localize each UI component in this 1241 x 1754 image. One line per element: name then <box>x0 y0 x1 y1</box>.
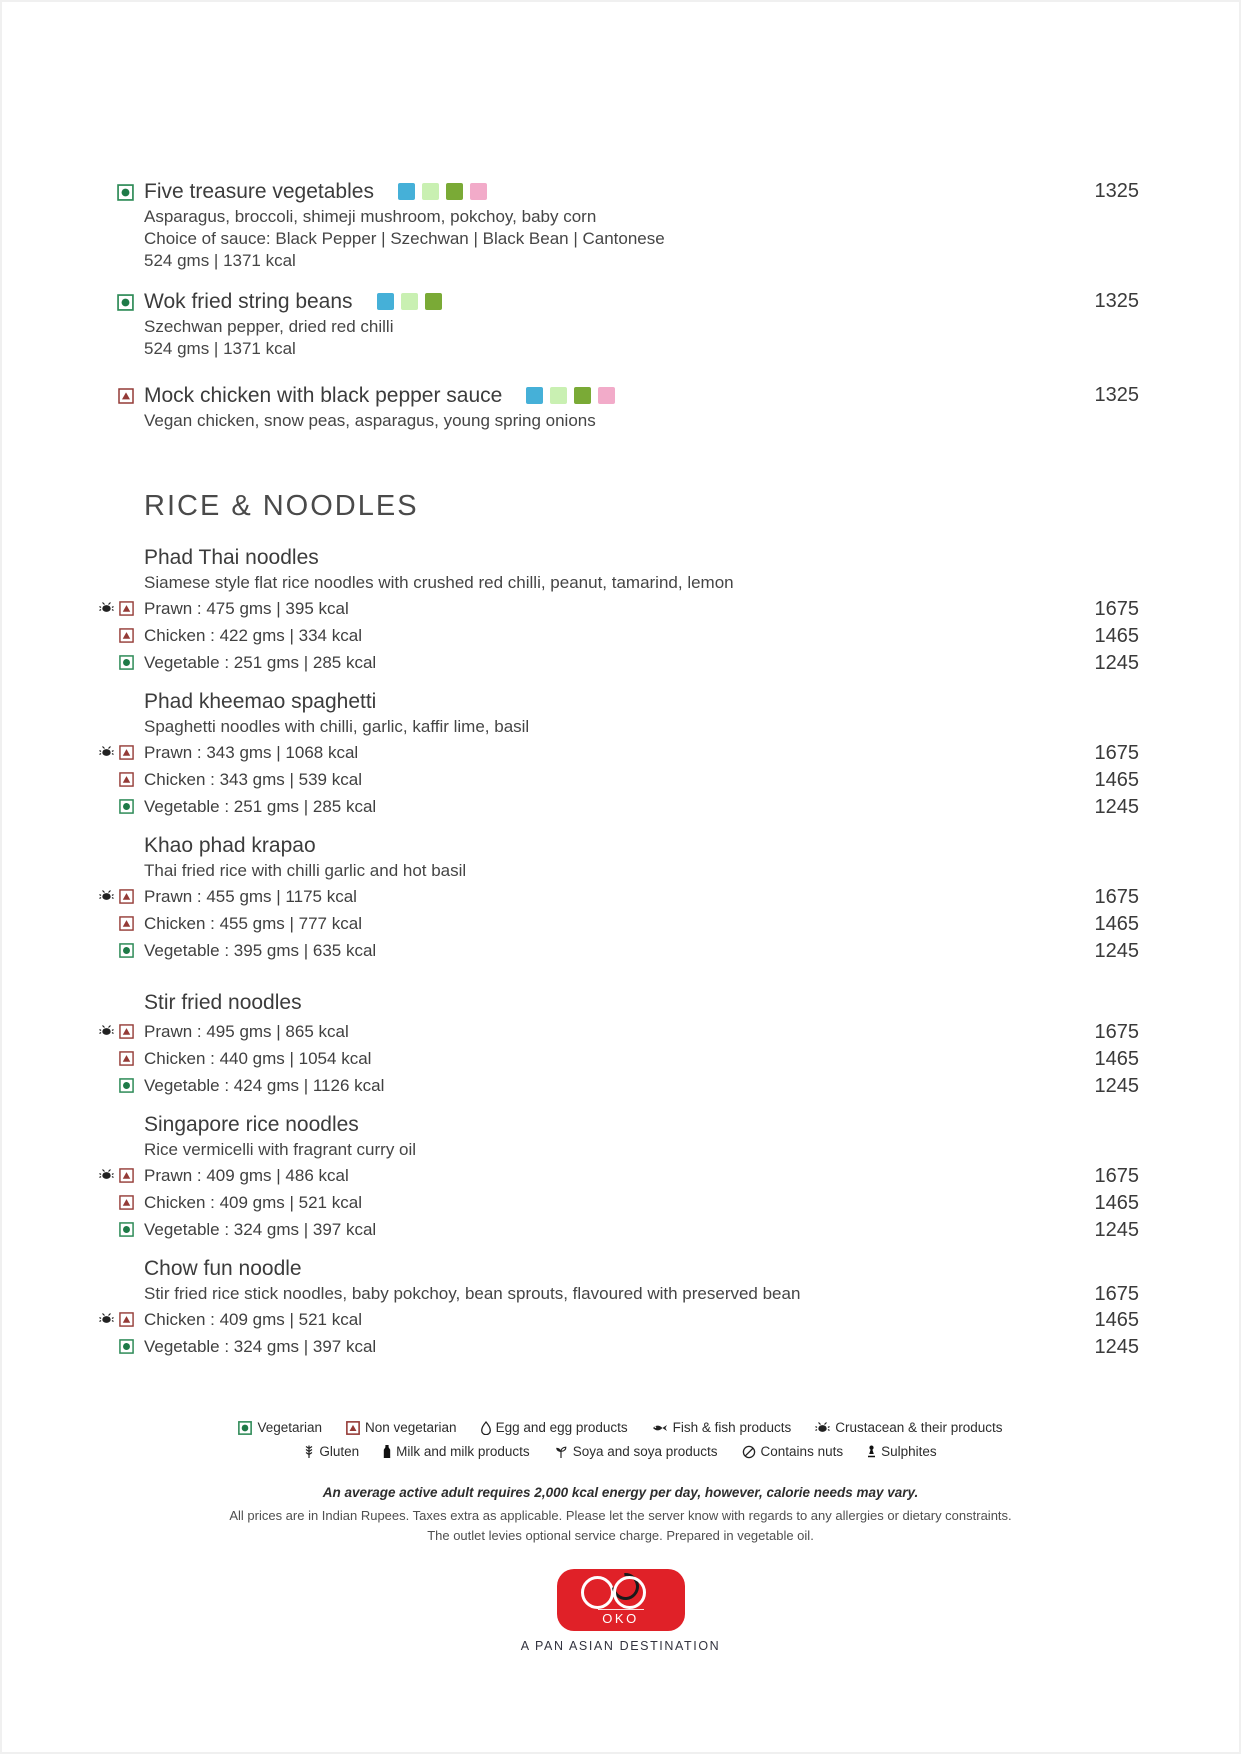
variant-price: 1465 <box>1094 1048 1139 1070</box>
variant-row <box>98 885 1139 909</box>
vegetarian-icon <box>238 1421 252 1435</box>
variant-text: Vegetable : 395 gms | 635 kcal <box>144 941 377 960</box>
dish-title: Chow fun noodle <box>144 1257 302 1280</box>
non-vegetarian-icon <box>119 1024 134 1039</box>
variant-text: Vegetable : 251 gms | 285 kcal <box>144 653 377 672</box>
variant-price: 1465 <box>1094 769 1139 791</box>
tag-olive <box>425 293 442 310</box>
allergen-legend-row-2 <box>2 1444 1239 1459</box>
tag-blue <box>398 183 415 200</box>
variant-price: 1245 <box>1094 652 1139 674</box>
item-portion-calories: 524 gms | 1371 kcal <box>144 251 296 270</box>
vegetarian-icon <box>119 1339 134 1354</box>
item-description: Vegan chicken, snow peas, asparagus, young spring onions <box>144 411 596 430</box>
item-sauce-options: Choice of sauce: Black Pepper | Szechwan | Black Bean | Cantonese <box>144 229 665 248</box>
gluten-icon <box>304 1444 314 1459</box>
variant-price: 1245 <box>1094 796 1139 818</box>
variant-row <box>98 1074 1139 1098</box>
item-price: 1325 <box>1094 180 1139 202</box>
crustacean-icon <box>99 1168 114 1183</box>
variant-price: 1245 <box>1094 1075 1139 1097</box>
item-title: Five treasure vegetables <box>144 180 374 203</box>
dish-description: Rice vermicelli with fragrant curry oil <box>144 1140 417 1159</box>
variant-row <box>98 795 1139 819</box>
variant-price: 1675 <box>1094 1021 1139 1043</box>
dish-block <box>98 1255 1139 1359</box>
dish-title: Khao phad krapao <box>144 834 316 857</box>
variant-row <box>98 741 1139 765</box>
crustacean-icon <box>99 601 114 616</box>
variant-text: Prawn : 475 gms | 395 kcal <box>144 599 349 618</box>
nuts-icon <box>742 1445 756 1459</box>
item-price: 1325 <box>1094 384 1139 406</box>
tag-blue <box>377 293 394 310</box>
crustacean-icon <box>815 1421 830 1435</box>
variant-row <box>98 1308 1139 1332</box>
vegetarian-icon <box>119 1222 134 1237</box>
dish-block <box>98 688 1139 819</box>
non-vegetarian-icon <box>119 745 134 760</box>
dish-title: Phad Thai noodles <box>144 546 319 569</box>
variant-row <box>98 1164 1139 1188</box>
variant-row <box>98 1191 1139 1215</box>
calorie-note: An average active adult requires 2,000 kcal energy per day, however, calorie needs may vary. <box>322 1485 919 1500</box>
variant-row <box>98 624 1139 648</box>
vegetarian-icon <box>119 943 134 958</box>
allergen-tags <box>377 288 449 316</box>
legend-item: Sulphites <box>867 1444 937 1459</box>
non-vegetarian-icon <box>119 916 134 931</box>
dish-description: Stir fried rice stick noodles, baby pokchoy, bean sprouts, flavoured with preserved bean <box>144 1284 801 1303</box>
variant-price: 1465 <box>1094 1309 1139 1331</box>
variant-row <box>98 912 1139 936</box>
non-vegetarian-icon <box>346 1421 360 1435</box>
menu-item <box>98 288 1139 360</box>
tag-pale-green <box>401 293 418 310</box>
non-vegetarian-icon <box>119 889 134 904</box>
tag-pale-green <box>550 387 567 404</box>
vegetarian-icon <box>119 655 134 670</box>
egg-icon <box>481 1421 491 1435</box>
dish-block <box>98 989 1139 1098</box>
variant-text: Prawn : 455 gms | 1175 kcal <box>144 887 357 906</box>
non-vegetarian-icon <box>119 1195 134 1210</box>
variant-row <box>98 1335 1139 1359</box>
variant-price: 1675 <box>1094 742 1139 764</box>
dish-block <box>98 832 1139 963</box>
tag-olive <box>446 183 463 200</box>
legend-item: Contains nuts <box>742 1444 844 1459</box>
variant-row <box>98 651 1139 675</box>
variant-price: 1465 <box>1094 1192 1139 1214</box>
dish-title: Singapore rice noodles <box>144 1113 359 1136</box>
tag-pink <box>470 183 487 200</box>
legend-item: Milk and milk products <box>383 1444 530 1459</box>
menu-item <box>98 382 1139 432</box>
variant-row <box>98 1218 1139 1242</box>
non-vegetarian-icon <box>119 772 134 787</box>
legend-item: Egg and egg products <box>481 1420 628 1435</box>
variant-text: Chicken : 422 gms | 334 kcal <box>144 626 362 645</box>
tag-pale-green <box>422 183 439 200</box>
vegetarian-icon <box>117 294 134 311</box>
legend-item: Soya and soya products <box>554 1444 718 1459</box>
non-vegetarian-icon <box>119 1168 134 1183</box>
section-title: RICE & NOODLES <box>144 490 419 522</box>
fish-icon <box>652 1423 668 1433</box>
variant-text: Chicken : 409 gms | 521 kcal <box>144 1310 362 1329</box>
variant-text: Chicken : 409 gms | 521 kcal <box>144 1193 362 1212</box>
service-note: The outlet levies optional service charge. Prepared in vegetable oil. <box>427 1528 814 1543</box>
variant-price: 1675 <box>1094 1165 1139 1187</box>
dish-description: Siamese style flat rice noodles with crushed red chilli, peanut, tamarind, lemon <box>144 573 734 592</box>
dish-block <box>98 544 1139 675</box>
soya-icon <box>554 1445 568 1459</box>
logo-wordmark: OKO <box>598 1609 644 1626</box>
logo-circle-right <box>613 1576 646 1609</box>
variant-text: Chicken : 440 gms | 1054 kcal <box>144 1049 372 1068</box>
allergen-tags <box>398 178 494 206</box>
non-vegetarian-icon <box>119 1312 134 1327</box>
item-description: Szechwan pepper, dried red chilli <box>144 317 394 336</box>
variant-text: Prawn : 495 gms | 865 kcal <box>144 1022 349 1041</box>
variant-row <box>98 597 1139 621</box>
dish-title: Phad kheemao spaghetti <box>144 690 377 713</box>
oko-logo <box>557 1569 685 1631</box>
variant-price: 1675 <box>1094 598 1139 620</box>
variant-row <box>98 1020 1139 1044</box>
variant-row <box>98 1047 1139 1071</box>
price-note: All prices are in Indian Rupees. Taxes extra as applicable. Please let the server know with regards to any allergies or dietary constraints. <box>229 1508 1012 1523</box>
logo-circle-left <box>581 1576 614 1609</box>
legend-item: Gluten <box>304 1444 359 1459</box>
variant-price: 1465 <box>1094 625 1139 647</box>
variant-text: Vegetable : 324 gms | 397 kcal <box>144 1337 377 1356</box>
variant-price: 1245 <box>1094 1219 1139 1241</box>
variant-price: 1245 <box>1094 940 1139 962</box>
dish-price: 1675 <box>1094 1283 1139 1305</box>
non-vegetarian-icon <box>118 388 134 404</box>
tag-pink <box>598 387 615 404</box>
variant-text: Chicken : 455 gms | 777 kcal <box>144 914 362 933</box>
dish-title: Stir fried noodles <box>144 991 302 1014</box>
variant-text: Prawn : 409 gms | 486 kcal <box>144 1166 349 1185</box>
item-portion-calories: 524 gms | 1371 kcal <box>144 339 296 358</box>
vegetarian-icon <box>119 1078 134 1093</box>
dish-block <box>98 1111 1139 1242</box>
vegetarian-icon <box>117 184 134 201</box>
allergen-tags <box>526 382 622 410</box>
variant-price: 1675 <box>1094 886 1139 908</box>
non-vegetarian-icon <box>119 601 134 616</box>
allergen-legend-row-1 <box>2 1420 1239 1435</box>
variant-text: Vegetable : 251 gms | 285 kcal <box>144 797 377 816</box>
legend-item: Vegetarian <box>238 1420 322 1435</box>
item-title: Wok fried string beans <box>144 290 353 313</box>
non-vegetarian-icon <box>119 1051 134 1066</box>
variant-price: 1465 <box>1094 913 1139 935</box>
variant-text: Prawn : 343 gms | 1068 kcal <box>144 743 359 762</box>
item-description: Asparagus, broccoli, shimeji mushroom, pokchoy, baby corn <box>144 207 597 226</box>
variant-text: Vegetable : 324 gms | 397 kcal <box>144 1220 377 1239</box>
variant-text: Chicken : 343 gms | 539 kcal <box>144 770 362 789</box>
non-vegetarian-icon <box>119 628 134 643</box>
legend-item: Fish & fish products <box>652 1420 792 1435</box>
variant-text: Vegetable : 424 gms | 1126 kcal <box>144 1076 385 1095</box>
legend-item: Crustacean & their products <box>815 1420 1002 1435</box>
variant-price: 1245 <box>1094 1336 1139 1358</box>
item-title: Mock chicken with black pepper sauce <box>144 384 503 407</box>
dish-description: Spaghetti noodles with chilli, garlic, kaffir lime, basil <box>144 717 530 736</box>
variant-row <box>98 768 1139 792</box>
dish-description: Thai fried rice with chilli garlic and hot basil <box>144 861 467 880</box>
page-footer <box>2 1420 1239 1653</box>
menu-item <box>98 178 1139 272</box>
crustacean-icon <box>99 1312 114 1327</box>
tag-blue <box>526 387 543 404</box>
vegetarian-icon <box>119 799 134 814</box>
variant-row <box>98 939 1139 963</box>
brand-tagline: A PAN ASIAN DESTINATION <box>520 1639 721 1653</box>
crustacean-icon <box>99 745 114 760</box>
crustacean-icon <box>99 889 114 904</box>
legend-item: Non vegetarian <box>346 1420 457 1435</box>
crustacean-icon <box>99 1024 114 1039</box>
sulphites-icon <box>867 1445 876 1458</box>
menu-page <box>2 2 1239 1359</box>
milk-icon <box>383 1444 391 1459</box>
item-price: 1325 <box>1094 290 1139 312</box>
tag-olive <box>574 387 591 404</box>
